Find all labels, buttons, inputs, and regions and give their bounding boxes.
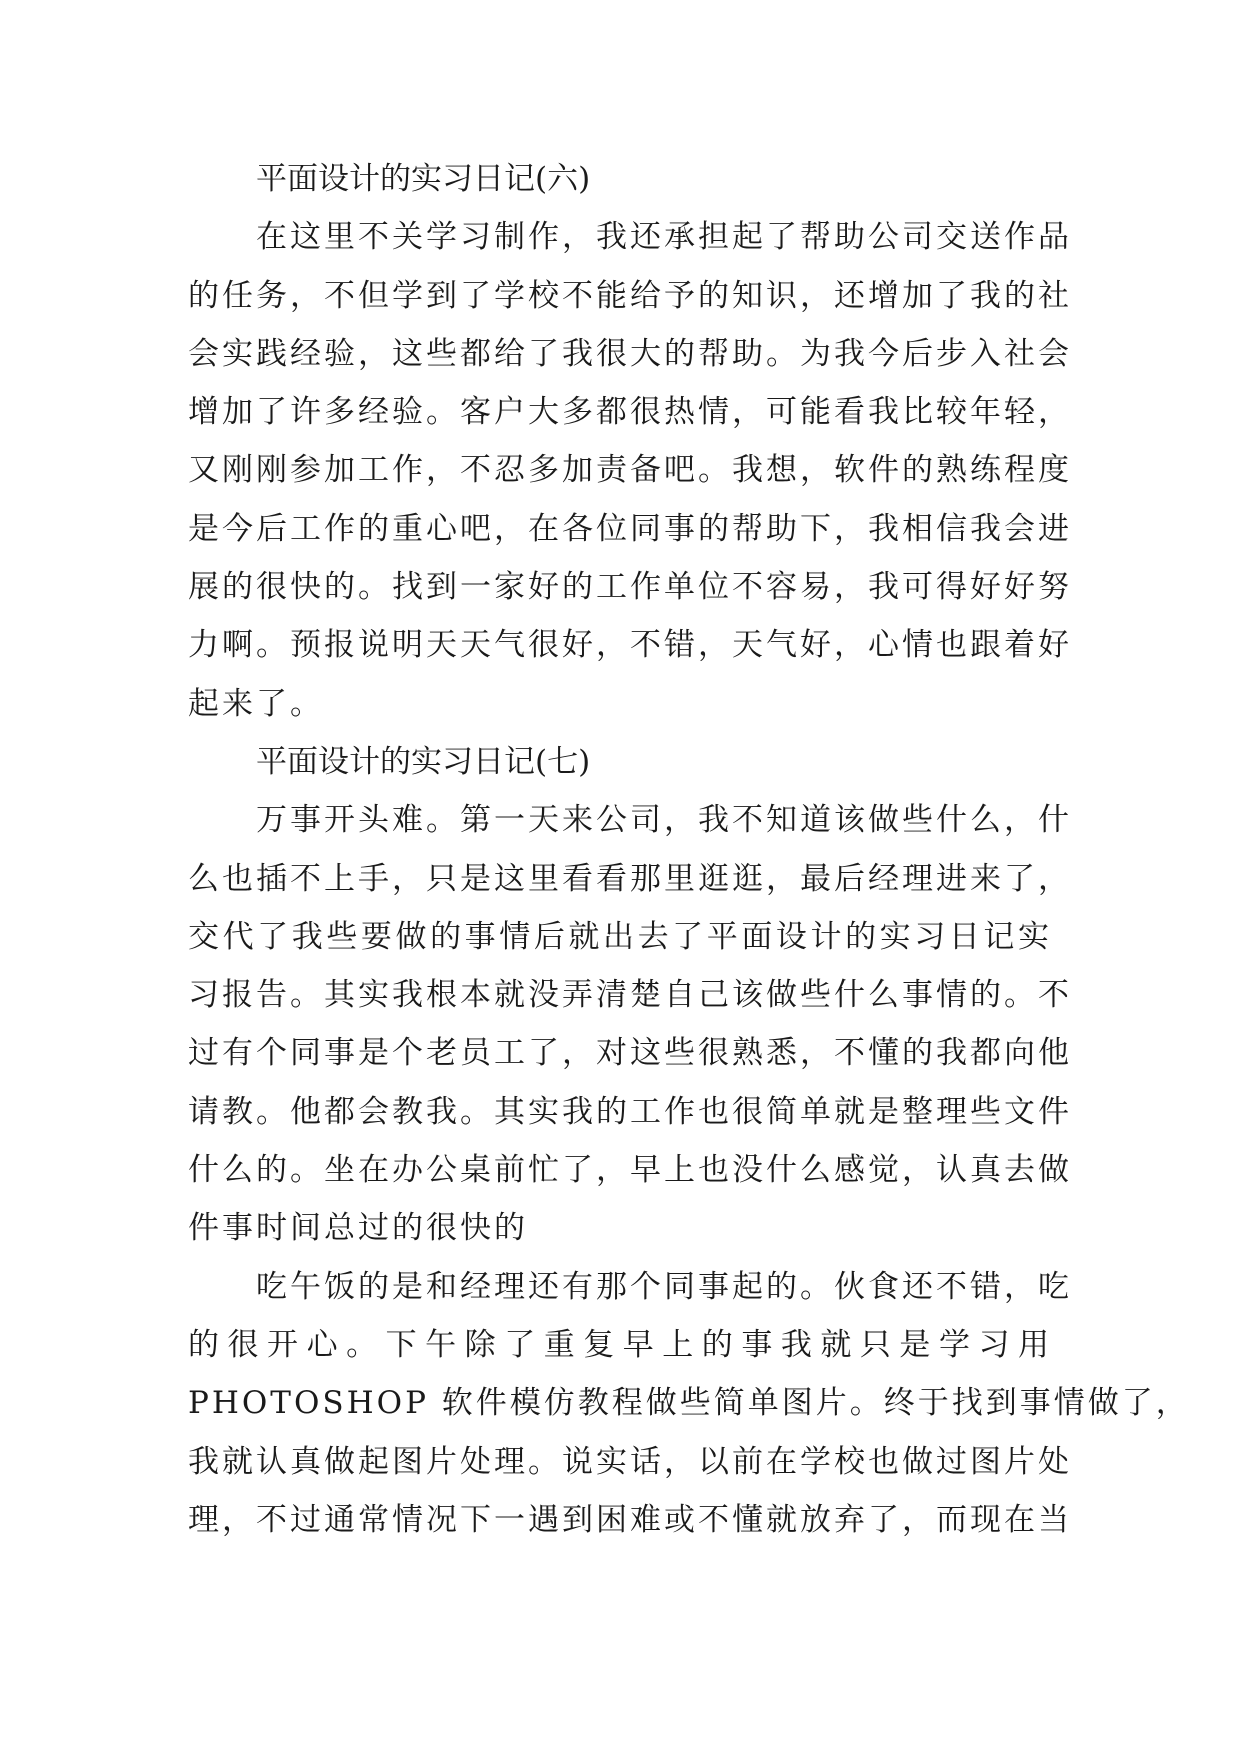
paragraph-line: 我就认真做起图片处理。说实话，以前在学校也做过图片处 xyxy=(188,1443,1072,1480)
section-heading-7: 平面设计的实习日记(七) xyxy=(256,743,591,780)
paragraph-line: PHOTOSHOP 软件模仿教程做些简单图片。终于找到事情做了， xyxy=(188,1385,1190,1422)
paragraph-line: 是今后工作的重心吧，在各位同事的帮助下，我相信我会进 xyxy=(188,510,1072,547)
paragraph-line: 件事时间总过的很快的 xyxy=(188,1210,528,1247)
document-body xyxy=(188,150,1190,1549)
paragraph-line: 过有个同事是个老员工了，对这些很熟悉，不懂的我都向他 xyxy=(188,1035,1072,1072)
paragraph-line: 力啊。预报说明天天气很好，不错，天气好，心情也跟着好 xyxy=(188,627,1072,664)
paragraph-line: 展的很快的。找到一家好的工作单位不容易，我可得好好努 xyxy=(188,569,1072,606)
paragraph-line: 起来了。 xyxy=(188,685,324,722)
paragraph-line: 增加了许多经验。客户大多都很热情，可能看我比较年轻， xyxy=(188,394,1072,431)
paragraph-line: 习报告。其实我根本就没弄清楚自己该做些什么事情的。不 xyxy=(188,977,1072,1014)
paragraph-line: 吃午饭的是和经理还有那个同事起的。伙食还不错，吃 xyxy=(256,1268,1072,1305)
paragraph-line: 万事开头难。第一天来公司，我不知道该做些什么，什 xyxy=(256,802,1072,839)
paragraph-line: 会实践经验，这些都给了我很大的帮助。为我今后步入社会 xyxy=(188,335,1072,372)
paragraph-line: 交代了我些要做的事情后就出去了平面设计的实习日记实 xyxy=(188,918,1052,955)
paragraph-line: 么也插不上手，只是这里看看那里逛逛，最后经理进来了， xyxy=(188,860,1072,897)
paragraph-line: 什么的。坐在办公桌前忙了，早上也没什么感觉，认真去做 xyxy=(188,1152,1072,1189)
paragraph-line: 理，不过通常情况下一遇到困难或不懂就放弃了，而现在当 xyxy=(188,1501,1072,1538)
paragraph-line: 在这里不关学习制作，我还承担起了帮助公司交送作品 xyxy=(256,219,1072,256)
paragraph-line: 请教。他都会教我。其实我的工作也很简单就是整理些文件 xyxy=(188,1093,1072,1130)
paragraph-line: 又刚刚参加工作，不忍多加责备吧。我想，软件的熟练程度 xyxy=(188,452,1072,489)
paragraph-line: 的很开心。下午除了重复早上的事我就只是学习用 xyxy=(188,1326,1052,1363)
paragraph-line: 的任务，不但学到了学校不能给予的知识，还增加了我的社 xyxy=(188,277,1072,314)
section-heading-6: 平面设计的实习日记(六) xyxy=(256,161,591,197)
